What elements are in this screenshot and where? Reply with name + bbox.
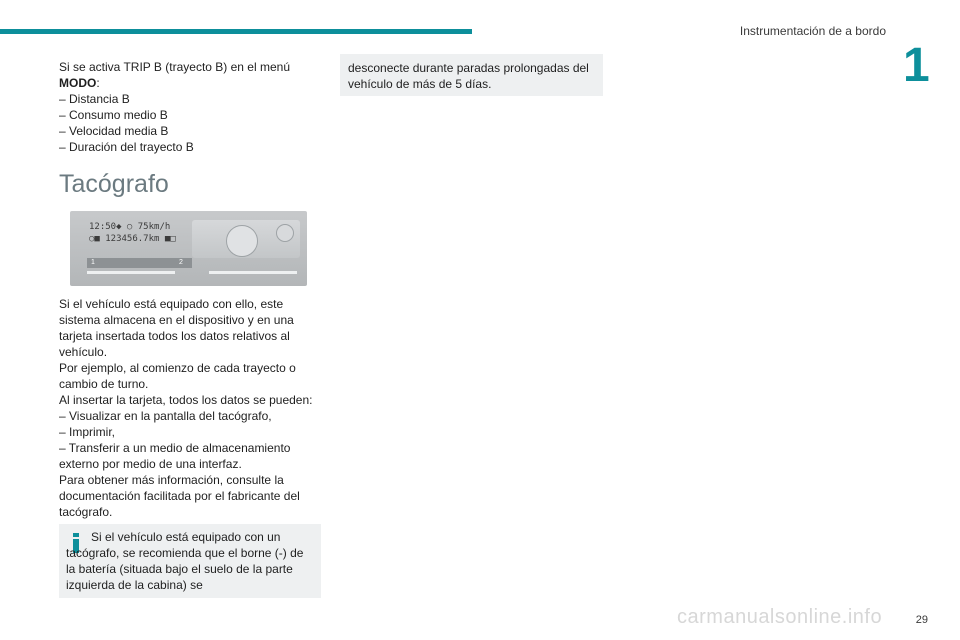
display-line: 12:50◆ ○ 75km/h: [89, 222, 171, 232]
trip-b-block: [59, 59, 321, 155]
section-title: Instrumentación de a bordo: [739, 24, 886, 38]
slot-bar: [209, 271, 297, 274]
card-slot-bars: [87, 271, 297, 274]
info-note-text: desconecte durante paradas prolongadas del vehículo de más de 5 días.: [348, 61, 589, 91]
header-accent-bar: [0, 29, 472, 34]
navigation-dial-icon: [226, 225, 258, 257]
paragraph: Para obtener más información, consulte la documentación facilitada por el fabricante del tacógrafo.: [59, 473, 300, 519]
info-note-continued: [340, 54, 603, 96]
tachograph-image: [70, 211, 307, 286]
trip-b-intro: Si se activa TRIP B (trayecto B) en el menú MODO:: [59, 60, 290, 90]
info-note-text: Si el vehículo está equipado con un tacógrafo, se recomienda que el borne (-) de la batería (situada bajo el suelo de la parte izquierda de la cabina) se: [66, 530, 304, 592]
paragraph: Si el vehículo está equipado con ello, este sistema almacena en el dispositivo y en una tarjeta insertada todos los datos relativos al vehículo.: [59, 297, 294, 359]
menu-name: MODO: [59, 76, 97, 90]
list-item: – Imprimir,: [59, 425, 116, 439]
chapter-number: 1: [903, 39, 930, 92]
list-item: – Transferir a un medio de almacenamiento externo por medio de una interfaz.: [59, 441, 291, 471]
watermark: carmanualsonline.info: [677, 606, 883, 628]
tachograph-heading: Tacógrafo: [59, 170, 169, 198]
slot-bar: [87, 271, 175, 274]
list-item: – Visualizar en la pantalla del tacógrafo,: [59, 409, 272, 423]
slot-2-label: 2: [179, 259, 183, 266]
trip-b-item: – Duración del trayecto B: [59, 140, 194, 154]
tachograph-description: [59, 296, 321, 520]
info-note: [59, 524, 321, 598]
trip-b-item: – Velocidad media B: [59, 124, 169, 138]
knob-icon: [276, 224, 294, 242]
paragraph: Por ejemplo, al comienzo de cada trayecto o cambio de turno.: [59, 361, 296, 391]
slot-1-label: 1: [91, 259, 95, 266]
display-line: ○■ 123456.7km ■□: [89, 234, 176, 244]
trip-b-item: – Distancia B: [59, 92, 130, 106]
trip-b-item: – Consumo medio B: [59, 108, 168, 122]
tachograph-display: [87, 221, 185, 251]
card-slots: [87, 258, 192, 268]
page-number: 29: [915, 614, 928, 626]
tachograph-control-panel: [192, 220, 300, 258]
paragraph: Al insertar la tarjeta, todos los datos se pueden:: [59, 393, 313, 407]
